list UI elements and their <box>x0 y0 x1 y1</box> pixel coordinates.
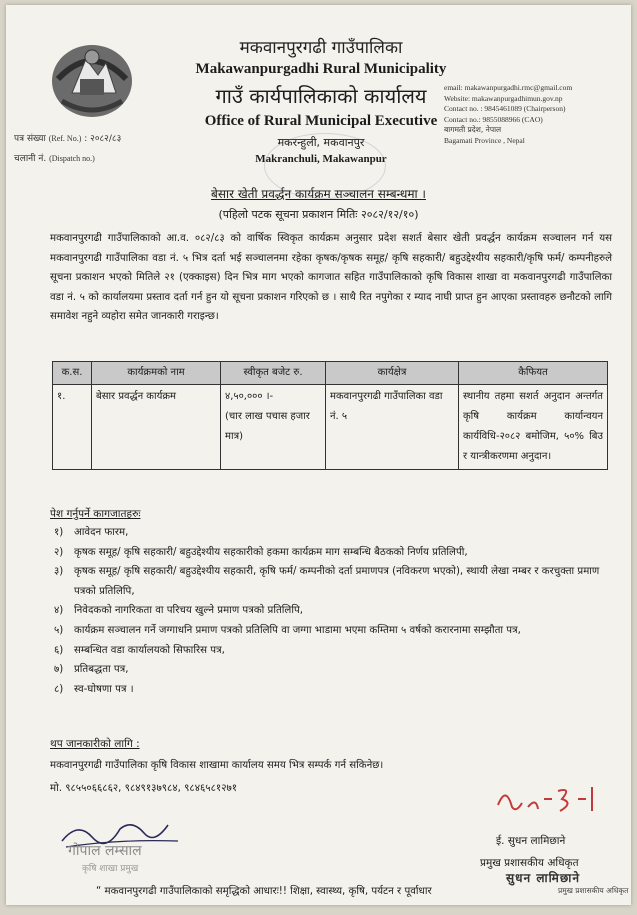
col-budget: स्वीकृत बजेट रु. <box>221 362 326 385</box>
cell-remarks: स्थानीय तहमा सशर्त अनुदान अन्तर्गत कृषि कार्यक्रम कार्यान्वयन कार्यविधि-२०८२ बमोजिम, ५०% बिउ र यान्त्रीकरणमा अनुदान। <box>459 385 608 470</box>
location-en: Makranchuli, Makawanpur <box>255 153 387 165</box>
documents-list <box>50 523 616 699</box>
nepal-emblem-icon <box>46 35 138 121</box>
contact-email: email: makawanpurgadhi.rmc@gmail.com <box>444 83 573 92</box>
more-info-text: मकवानपुरगढी गाउँपालिका कृषि विकास शाखामा कार्यालय समय भित्र सम्पर्क गर्न सकिनेछ। <box>50 760 384 771</box>
cell-budget: ४,५०,००० ।- (चार लाख पचास हजार मात्र) <box>221 385 326 470</box>
location-np: मकरन्हुली, मकवानपुर <box>277 136 365 149</box>
signatory-right-title: प्रमुख प्रशासकीय अधिकृत <box>480 857 579 869</box>
office-name-en: Office of Rural Municipal Executive <box>204 113 438 129</box>
notice-date-line: (पहिलो पटक सूचना प्रकाशन मितिः २०८२/१२/१०) <box>218 208 419 221</box>
stamp-role: प्रमुख प्रशासकीय अधिकृत <box>558 886 629 895</box>
col-sn: क.स. <box>53 362 92 385</box>
signatory-left-role: कृषि शाखा प्रमुख <box>82 864 139 874</box>
signatory-right-name: ई. सुधन लामिछाने <box>496 835 566 847</box>
handwritten-date-mark <box>492 777 602 821</box>
stamp-name: सुधन लामिछाने <box>506 871 581 885</box>
province-np: बागमती प्रदेश, नेपाल <box>444 125 502 134</box>
list-item: ६) सम्बन्धित वडा कार्यालयको सिफारिस पत्र, <box>54 644 225 656</box>
more-info-title: थप जानकारीको लागि : <box>50 738 140 750</box>
col-remarks: कैफियत <box>459 362 608 385</box>
table-row <box>53 385 608 470</box>
signatory-left-name: गोपाल लम्साल <box>68 843 142 859</box>
province-en: Bagamati Province , Nepal <box>444 135 525 145</box>
list-item: ३) कृषक समूह/ कृषि सहकारी/ बहुउद्देश्यीय सहकारी, कृषि फर्म/ कम्पनीको दर्ता प्रमाणपत्र (नविकरण भएको), स्थायी लेखा नम्बर र करचुक्ता प्रमाण पत्रको प्रतिलिपि, <box>54 566 600 597</box>
documents-title: पेश गर्नुपर्ने कागजातहरुः <box>50 508 141 520</box>
list-item: ७) प्रतिबद्धता पत्र, <box>54 664 129 676</box>
municipality-name-en: Makawanpurgadhi Rural Municipality <box>195 61 447 77</box>
contact-block <box>444 83 624 146</box>
list-item: ४) निवेदकको नागरिकता वा परिचय खुल्ने प्रमाण पत्रको प्रतिलिपि, <box>54 605 303 617</box>
cell-program-name: बेसार प्रवर्द्धन कार्यक्रम <box>92 385 221 470</box>
dispatch-number: चलानी नं. (Dispatch no.) <box>14 154 95 164</box>
notice-document <box>6 5 631 905</box>
table-header-row <box>53 362 608 385</box>
contact-chairperson: Contact no. : 9845461089 (Chairperson) <box>444 104 566 113</box>
col-area: कार्यक्षेत्र <box>326 362 459 385</box>
list-item: २) कृषक समूह/ कृषि सहकारी/ बहुउद्देश्यीय सहकारीको हकमा कार्यक्रम माग सम्बन्धि बैठकको निर्णय प्रतिलिपी, <box>54 546 468 558</box>
cell-area: मकवानपुरगढी गाउँपालिका वडा नं. ५ <box>326 385 459 470</box>
col-program-name: कार्यक्रमको नाम <box>92 362 221 385</box>
office-name-np: गाउँ कार्यपालिकाको कार्यालय <box>215 84 427 108</box>
contact-cao: Contact no.: 9855088966 (CAO) <box>444 114 543 124</box>
footer-slogan: “ मकवानपुरगढी गाउँपालिकाको समृद्धिको आधारः!! शिक्षा, स्वास्थ्य, कृषि, पर्यटन र पूर्वाधार <box>96 886 432 897</box>
list-item: १) आवेदन फारम, <box>54 527 129 538</box>
program-table <box>52 361 608 470</box>
notice-subject: बेसार खेती प्रवर्द्धन कार्यक्रम सञ्चालन सम्बन्धमा । <box>211 187 426 201</box>
contact-phones: मो. ९८५५०६६८६२, ९८४९१३७९८४, ९८४६५८१२७१ <box>50 783 238 794</box>
cell-sn: १. <box>53 385 92 470</box>
list-item: ५) कार्यक्रम सञ्चालन गर्ने जग्गाधनि प्रमाण पत्रको प्रतिलिपि वा जग्गा भाडामा भएमा कम्तिमा ५ वर्षको करारनामा सम्झौता पत्र, <box>54 624 521 636</box>
notice-body: मकवानपुरगढी गाउँपालिकाको आ.व. ०८२/८३ को वार्षिक स्विकृत कार्यक्रम अनुसार प्रदेश सशर्त बेसार खेती प्रवर्द्धन कार्यक्रम सञ्चालन गर्न यस मकवानपुरगढी गाउँपालिका वडा नं. ५ भित्र दर्ता भई सञ्चालनमा रहेका कृषक/कृषक समूह/ कृषि सहकारी/ बहुउद्देश्यीय सहकारी/कृषि फर्म/ कम्पनीहरुले सूचना प्रकाशन भएको मितिले २१ (एक्काइस) दिन भित्र माग भएको कागजात सहित गाउँपालिकाको कृषि विकास शाखा वा मकवानपुरगढी गाउँपालिका वडा नं. ५ को कार्यालयमा प्रस्ताव दर्ता गर्न हुन यो सूचना प्रकाशन गरिएको छ । साथै रित नपुगेका र म्याद नाघी प्राप्त हुन आएका प्रस्तावहरु छनौटको लागि समावेश नहुने व्यहोरा समेत जानकारी गराइन्छ। <box>50 233 612 322</box>
reference-number: पत्र संख्या (Ref. No.) : २०८२/८३ <box>14 134 122 144</box>
list-item: ८) स्व-घोषणा पत्र । <box>54 683 134 695</box>
municipality-name-np: मकवानपुरगढी गाउँपालिका <box>239 38 403 58</box>
contact-website: Website: makawanpurgadhimun.gov.np <box>444 93 563 103</box>
